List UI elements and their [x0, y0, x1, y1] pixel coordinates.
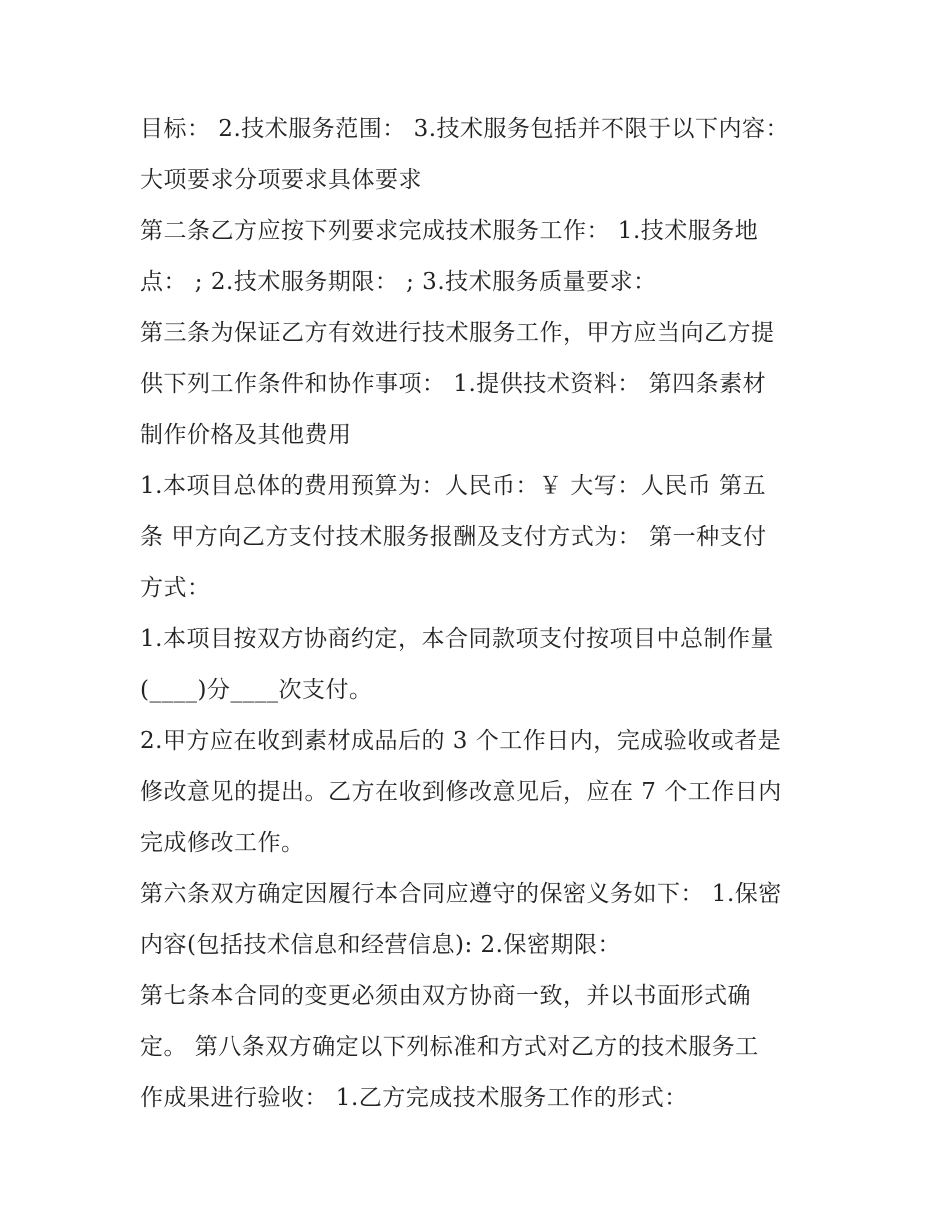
text-line: 方式： — [140, 575, 211, 601]
text-line: 第七条本合同的变更必须由双方协商一致，并以书面形式确 — [140, 983, 751, 1009]
text-line: 制作价格及其他费用 — [140, 422, 352, 448]
text-line: 第三条为保证乙方有效进行技术服务工作，甲方应当向乙方提 — [140, 320, 775, 346]
text-line: 1.本项目按双方协商约定，本合同款项支付按项目中总制作量 — [140, 626, 774, 652]
text-line: 作成果进行验收： 1.乙方完成技术服务工作的形式： — [140, 1085, 688, 1111]
text-line: 条 甲方向乙方支付技术服务报酬及支付方式为： 第一种支付 — [140, 524, 767, 550]
text-line: (____)分____次支付。 — [140, 677, 373, 703]
text-line: 定。 第八条双方确定以下列标准和方式对乙方的技术服务工 — [140, 1034, 759, 1060]
text-line: 目标： 2.技术服务范围： 3.技术服务包括并不限于以下内容： — [140, 116, 790, 142]
text-line: 点： ; 2.技术服务期限： ; 3.技术服务质量要求： — [140, 269, 657, 295]
text-line: 第二条乙方应按下列要求完成技术服务工作： 1.技术服务地 — [140, 218, 759, 244]
text-line: 大项要求分项要求具体要求 — [140, 167, 422, 193]
text-line: 修改意见的提出。乙方在收到修改意见后，应在 7 个工作日内 — [140, 779, 782, 805]
text-line: 供下列工作条件和协作事项： 1.提供技术资料： 第四条素材 — [140, 371, 767, 397]
document-body — [140, 104, 820, 1124]
text-line: 完成修改工作。 — [140, 830, 305, 856]
text-line: 2.甲方应在收到素材成品后的 3 个工作日内，完成验收或者是 — [140, 728, 782, 754]
text-line: 1.本项目总体的费用预算为：人民币：￥ 大写：人民币 第五 — [140, 473, 767, 499]
text-line: 内容(包括技术信息和经营信息): 2.保密期限： — [140, 932, 621, 958]
text-line: 第六条双方确定因履行本合同应遵守的保密义务如下： 1.保密 — [140, 881, 782, 907]
